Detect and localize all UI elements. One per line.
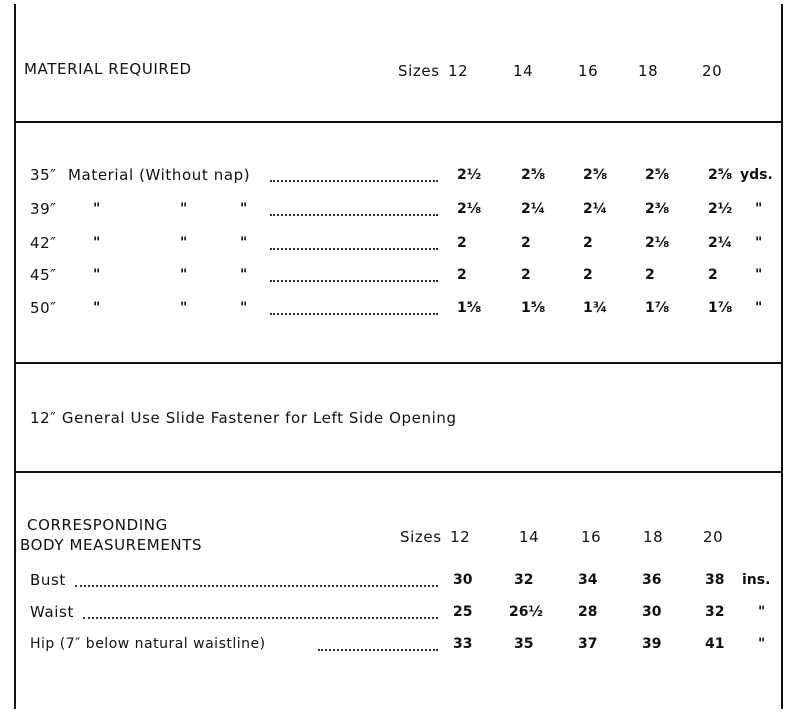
value-cell: 1⅞ <box>708 300 733 316</box>
value-cell: 2 <box>583 235 593 251</box>
dot-leader <box>270 214 438 216</box>
unit-label: " <box>755 267 763 283</box>
dot-leader <box>75 585 438 587</box>
value-cell: 30 <box>453 572 473 588</box>
size-header: 20 <box>702 62 723 80</box>
ditto-mark: " <box>93 235 101 251</box>
ditto-mark: " <box>180 235 188 251</box>
value-cell: 25 <box>453 604 473 620</box>
sizes-label: Sizes <box>400 528 442 546</box>
body-heading-line1: CORRESPONDING <box>27 516 168 534</box>
value-cell: 34 <box>578 572 598 588</box>
ditto-mark: " <box>93 201 101 217</box>
size-header: 16 <box>581 528 602 546</box>
fastener-note: 12″ General Use Slide Fastener for Left Side Opening <box>30 409 457 427</box>
value-cell: 39 <box>642 636 662 652</box>
page-frame <box>14 4 783 709</box>
value-cell: 2 <box>457 267 467 283</box>
dot-leader <box>318 649 438 651</box>
value-cell: 1¾ <box>583 300 608 316</box>
value-cell: 2⅝ <box>708 167 733 183</box>
value-cell: 2¼ <box>583 201 608 217</box>
ditto-mark: " <box>240 201 248 217</box>
ditto-mark: " <box>240 235 248 251</box>
value-cell: 32 <box>514 572 534 588</box>
size-header: 12 <box>448 62 469 80</box>
value-cell: 33 <box>453 636 473 652</box>
unit-label: " <box>758 636 766 652</box>
ditto-mark: " <box>180 201 188 217</box>
dot-leader <box>270 280 438 282</box>
measurement-row <box>0 573 794 593</box>
value-cell: 30 <box>642 604 662 620</box>
material-row <box>0 168 794 188</box>
value-cell: 2½ <box>708 201 733 217</box>
divider <box>14 121 783 123</box>
value-cell: 2 <box>583 267 593 283</box>
size-header: 18 <box>638 62 659 80</box>
ditto-mark: " <box>180 267 188 283</box>
value-cell: 41 <box>705 636 725 652</box>
dot-leader <box>270 180 438 182</box>
value-cell: 36 <box>642 572 662 588</box>
ditto-mark: " <box>240 267 248 283</box>
value-cell: 2 <box>457 235 467 251</box>
material-row <box>0 236 794 256</box>
width-label: 50″ <box>30 299 57 317</box>
measurement-label: Bust <box>30 571 66 589</box>
value-cell: 2⅝ <box>521 167 546 183</box>
value-cell: 2 <box>645 267 655 283</box>
value-cell: 2⅛ <box>645 235 670 251</box>
value-cell: 2¼ <box>521 201 546 217</box>
value-cell: 2 <box>521 267 531 283</box>
measurement-label: Waist <box>30 603 74 621</box>
size-header: 20 <box>703 528 724 546</box>
size-header: 18 <box>643 528 664 546</box>
value-cell: 2¼ <box>708 235 733 251</box>
measurement-label: Hip (7″ below natural waistline) <box>30 636 266 652</box>
value-cell: 2⅝ <box>645 167 670 183</box>
dot-leader <box>270 313 438 315</box>
ditto-mark: " <box>93 267 101 283</box>
value-cell: 2⅜ <box>645 201 670 217</box>
unit-label: yds. <box>740 167 773 183</box>
value-cell: 2 <box>521 235 531 251</box>
width-label: 35″ <box>30 166 57 184</box>
unit-label: ins. <box>742 572 771 588</box>
measurement-row <box>0 637 794 657</box>
row-description: Material (Without nap) <box>68 166 251 184</box>
ditto-mark: " <box>240 300 248 316</box>
value-cell: 1⅝ <box>457 300 482 316</box>
measurement-row <box>0 605 794 625</box>
value-cell: 2⅛ <box>457 201 482 217</box>
divider <box>14 362 783 364</box>
value-cell: 2⅝ <box>583 167 608 183</box>
material-row <box>0 301 794 321</box>
value-cell: 38 <box>705 572 725 588</box>
unit-label: " <box>755 235 763 251</box>
value-cell: 37 <box>578 636 598 652</box>
dot-leader <box>270 248 438 250</box>
size-header: 14 <box>513 62 534 80</box>
material-row <box>0 202 794 222</box>
material-row <box>0 268 794 288</box>
width-label: 39″ <box>30 200 57 218</box>
dot-leader <box>83 617 438 619</box>
size-header: 14 <box>519 528 540 546</box>
value-cell: 1⅞ <box>645 300 670 316</box>
value-cell: 26½ <box>509 604 543 620</box>
material-heading: MATERIAL REQUIRED <box>24 60 192 78</box>
size-header: 12 <box>450 528 471 546</box>
value-cell: 1⅝ <box>521 300 546 316</box>
divider <box>14 471 783 473</box>
sizes-label: Sizes <box>398 62 440 80</box>
value-cell: 2½ <box>457 167 482 183</box>
size-header: 16 <box>578 62 599 80</box>
ditto-mark: " <box>180 300 188 316</box>
width-label: 42″ <box>30 234 57 252</box>
value-cell: 28 <box>578 604 598 620</box>
unit-label: " <box>755 201 763 217</box>
value-cell: 32 <box>705 604 725 620</box>
ditto-mark: " <box>93 300 101 316</box>
value-cell: 35 <box>514 636 534 652</box>
body-heading-line2: BODY MEASUREMENTS <box>20 536 203 554</box>
unit-label: " <box>755 300 763 316</box>
value-cell: 2 <box>708 267 718 283</box>
width-label: 45″ <box>30 266 57 284</box>
unit-label: " <box>758 604 766 620</box>
